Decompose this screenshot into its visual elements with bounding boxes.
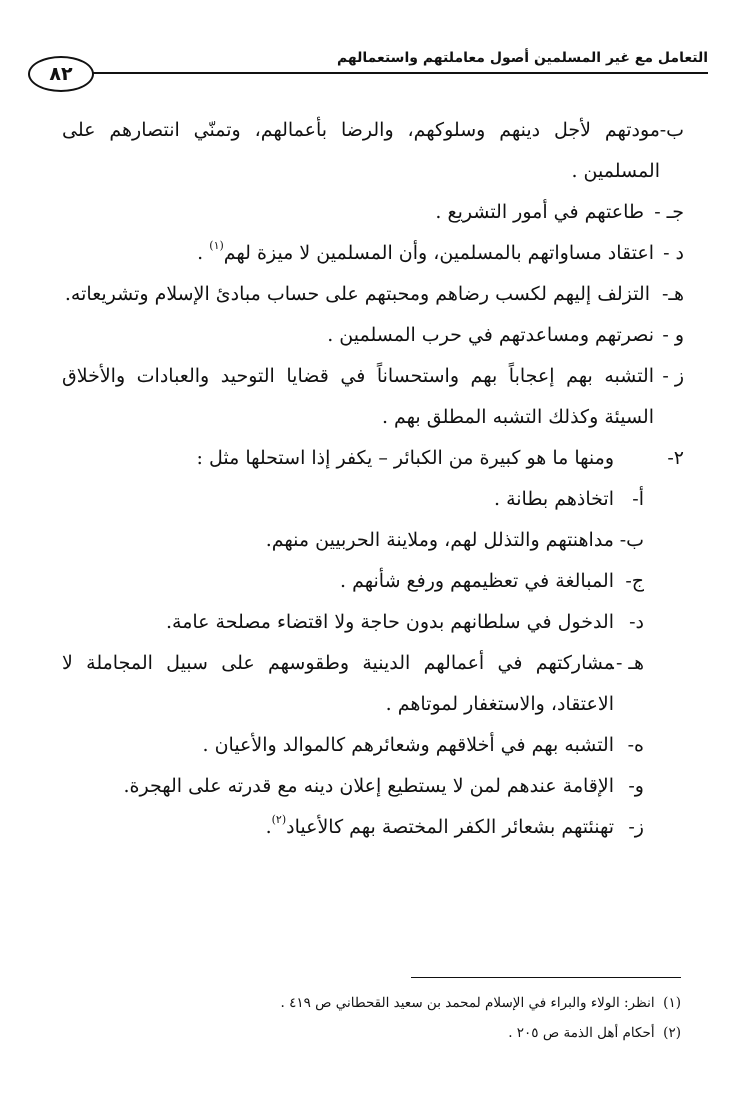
- sub-item: [62, 479, 684, 520]
- sub-item: [62, 602, 684, 643]
- item-label: أ-: [632, 488, 644, 510]
- paragraph: [62, 356, 684, 438]
- item-label: هـ-: [661, 283, 684, 305]
- footnote-ref[interactable]: (٢): [271, 813, 287, 826]
- paragraph: [62, 192, 684, 233]
- sub-item: [62, 561, 684, 602]
- item-tail: .: [265, 816, 272, 838]
- item-text: مشاركتهم في أعمالهم الدينية وطقوسهم على سبيل المجاملة لا الاعتقاد، والاستغفار لموتاهم .: [62, 652, 614, 715]
- footnote-number: (٢): [663, 1025, 681, 1041]
- footnote-separator: [411, 977, 681, 978]
- item-text: الإقامة عندهم لمن لا يستطيع إعلان دينه مع قدرته على الهجرة.: [123, 775, 614, 797]
- item-label: هـ -.: [609, 652, 644, 674]
- item-text: طاعتهم في أمور التشريع .: [435, 201, 644, 223]
- item-label: ه-: [627, 734, 644, 756]
- item-label: ب-: [659, 119, 684, 141]
- item-text: ومنها ما هو كبيرة من الكبائر – يكفر إذا استحلها مثل :: [196, 447, 614, 469]
- sub-item: [62, 520, 684, 561]
- item-text: المبالغة في تعظيمهم ورفع شأنهم .: [340, 570, 614, 592]
- item-text: اعتقاد مساواتهم بالمسلمين، وأن المسلمين لا ميزة لهم: [223, 242, 654, 264]
- item-label: ز-: [628, 816, 644, 838]
- item-text: مداهنتهم والتذلل لهم، وملاينة الحربيين منهم.: [265, 529, 614, 551]
- sub-item: [62, 725, 684, 766]
- main-text: [62, 110, 684, 848]
- item-label: جـ -: [654, 201, 684, 223]
- footnote-text: أحكام أهل الذمة ص ٢٠٥ .: [508, 1025, 655, 1041]
- sub-item: [62, 807, 684, 848]
- sub-item: [62, 643, 684, 725]
- item-text: الدخول في سلطانهم بدون حاجة ولا اقتضاء مصلحة عامة.: [165, 611, 614, 633]
- item-label: د -: [663, 242, 684, 264]
- footnote: [61, 988, 681, 1018]
- item-label: ب-: [619, 529, 644, 551]
- page-header: [28, 48, 708, 94]
- item-text: مودتهم لأجل دينهم وسلوكهم، والرضا بأعمالهم، وتمنّي انتصارهم على المسلمين .: [62, 119, 660, 182]
- running-title: التعامل مع غير المسلمين أصول معاملتهم واستعمالهم: [336, 50, 708, 66]
- header-rule: [88, 72, 708, 74]
- footnote-text: انظر: الولاء والبراء في الإسلام لمحمد بن سعيد القحطاني ص ٤١٩ .: [280, 995, 655, 1011]
- paragraph: [62, 315, 684, 356]
- item-text: التشبه بهم في أخلاقهم وشعائرهم كالموالد والأعيان .: [202, 734, 614, 756]
- footnote-number: (١): [663, 995, 681, 1011]
- footnote-ref[interactable]: (١): [209, 239, 224, 252]
- item-text: تهنئتهم بشعائر الكفر المختصة بهم كالأعياد: [286, 816, 614, 838]
- item-tail: .: [197, 242, 210, 264]
- paragraph: [62, 110, 684, 192]
- item-label: و-: [628, 775, 644, 797]
- paragraph: [62, 233, 684, 274]
- item-number: ٢-: [667, 447, 684, 469]
- item-label: و -: [662, 324, 684, 346]
- item-text: التشبه بهم إعجاباً بهم واستحساناً في قضايا التوحيد والعبادات والأخلاق السيئة وكذلك التشبه المطلق بهم .: [62, 365, 654, 428]
- footnotes: [61, 988, 681, 1048]
- item-text: نصرتهم ومساعدتهم في حرب المسلمين .: [327, 324, 654, 346]
- item-text: التزلف إليهم لكسب رضاهم ومحبتهم على حساب مبادئ الإسلام وتشريعاته.: [64, 283, 650, 305]
- page-number: ٨٢: [28, 56, 94, 92]
- item-text: اتخاذهم بطانة .: [493, 488, 614, 510]
- item-label: ز -: [662, 365, 684, 387]
- sub-item: [62, 766, 684, 807]
- paragraph: [62, 274, 684, 315]
- item-label: ج-: [625, 570, 644, 592]
- footnote: [61, 1018, 681, 1048]
- numbered-item: [62, 438, 684, 479]
- item-label: د-: [629, 611, 644, 633]
